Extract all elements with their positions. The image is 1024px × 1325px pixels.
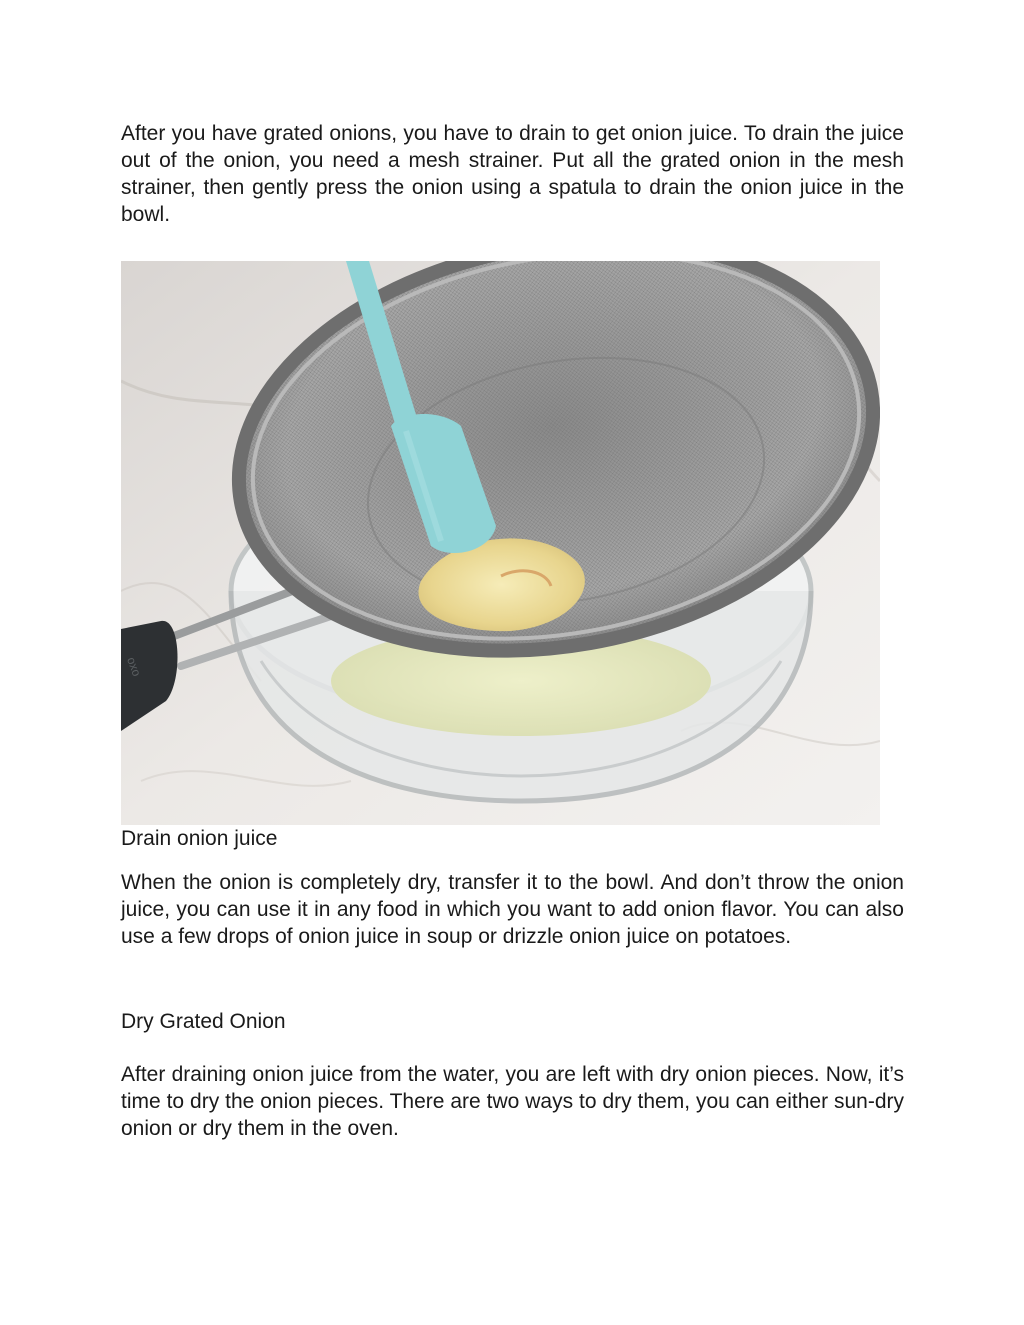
strainer-illustration: [121, 261, 880, 825]
photo-caption: Drain onion juice: [121, 827, 278, 850]
section-heading: Dry Grated Onion: [121, 1010, 286, 1033]
dry-onion-paragraph: After draining onion juice from the water, you are left with dry onion pieces. Now, it’s time to dry the onion pieces. There are two ways to dry them, you can either sun-dry onion or dry them in the oven.: [121, 1063, 904, 1140]
strainer-photo: [121, 261, 880, 825]
handle-brand: oxo: [124, 655, 144, 679]
intro-paragraph: After you have grated onions, you have to drain to get onion juice. To drain the juice out of the onion, you need a mesh strainer. Put all the grated onion in the mesh strainer, then gently press the onion using a spatula to drain the onion juice in the bowl.: [121, 122, 904, 226]
onion-juice-paragraph: When the onion is completely dry, transfer it to the bowl. And don’t throw the onion juice, you can use it in any food in which you want to add onion flavor. You can also use a few drops of onion juice in soup or drizzle onion juice on potatoes.: [121, 871, 904, 948]
